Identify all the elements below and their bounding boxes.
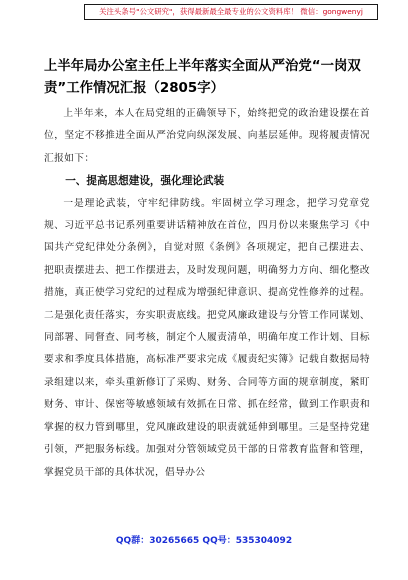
document-body xyxy=(44,103,370,484)
contact-footer: QQ群：30265665 QQ号：535304092 xyxy=(115,536,293,546)
section-heading: 一、提高思想建设，强化理论武装 xyxy=(65,175,225,188)
promo-banner: 关注头条号"公文研究"，获得最新最全最专业的公文资料库！ 微信：gongwenyj xyxy=(84,4,378,20)
intro-paragraph: 上半年来，本人在局党组的正确领导下，始终把党的政治建设摆在首位，坚定不移推进全面从严治党向纵深发展、向基层延伸。现将履责情况汇报如下： xyxy=(44,108,370,164)
document-title: 上半年局办公室主任上半年落实全面从严治党“一岗双责”工作情况汇报（2805字） xyxy=(44,59,361,96)
body-paragraph: 一是理论武装，守牢纪律防线。牢固树立学习理念，把学习党章党规、习近平总书记系列重要讲话精神放在首位，四月份以来聚焦学习《中国共产党纪律处分条例》，自觉对照《条例》各项规定，把自己摆进去、把职责摆进去、把工作摆进去，及时发现问题，明确努力方向、细化整改措施，真正使学习党纪的过程成为增强纪律意识、提高党性修养的过程。二是强化责任落实，夯实职责底线。把党风廉政建设与分管工作同谋划、同部署、同督查、同考核，制定个人履责清单，明确年度工作计划、目标要求和季度具体措施，高标准严要求完成《履责纪实簿》记载自数据局特录组建以来，牵头重新修订了采购、财务、合同等方面的规章制度，紧盯财务、审计、保密等敏感领域有效抓在日常、抓在经常，做到工作职责和掌握的权力管到哪里，党风廉政建设的职责就延伸到哪里。三是坚持党建引领，严把服务标线。加强对分管领域党员干部的日常教育监督和管理，掌握党员干部的具体状况，倡导办公 xyxy=(44,197,370,478)
